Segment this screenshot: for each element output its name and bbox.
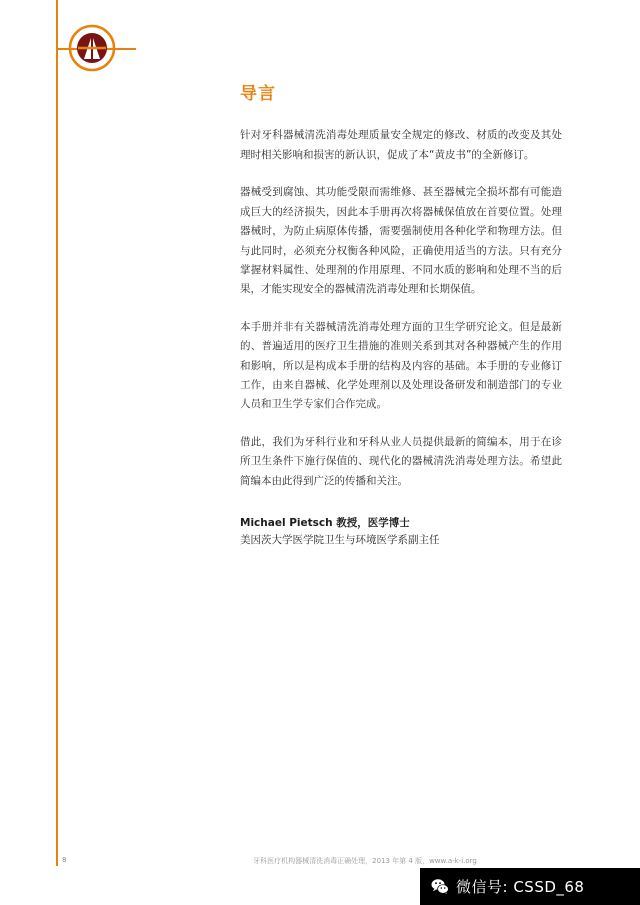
signature-block [240,515,562,550]
paragraph-1: 针对牙科器械清洗消毒处理质量安全规定的修改、材质的改变及其处理时相关影响和损害的新认识，促成了本“黄皮书”的全新修订。 [240,129,562,161]
page-title: 导言 [240,84,276,104]
document-content [240,84,562,550]
page-number: 8 [62,856,67,864]
wechat-label: 微信号: CSSD_68 [456,878,585,896]
left-accent-rule [56,0,58,866]
wechat-icon [430,877,450,897]
paragraph-4: 借此，我们为牙科行业和牙科从业人员提供最新的简编本，用于在诊所卫生条件下施行保值的、现代化的器械清洗消毒处理方法。希望此简编本由此得到广泛的传播和关注。 [240,435,562,487]
signature-name: Michael Pietsch 教授，医学博士 [240,517,410,530]
wechat-watermark [420,868,640,905]
signature-affiliation: 美因茨大学医学院卫生与环境医学系副主任 [240,534,440,547]
paragraph-3: 本手册并非有关器械清洗消毒处理方面的卫生学研究论文。但是最新的、普遍适用的医疗卫生措施的准则关系到其对各种器械产生的作用和影响，所以是构成本手册的结构及内容的基础。本手册的专业修订工作，由来自器械、化学处理剂以及处理设备研发和制造部门的专业人员和卫生学专家们合作完成。 [240,320,562,411]
footer-citation: 牙科医疗机构器械清洗消毒正确处理，2013 年第 4 版，www.a-k-i.org [253,857,477,865]
paragraph-2: 器械受到腐蚀、其功能受限而需维修、甚至器械完全损坏都有可能造成巨大的经济损失，因此本手册再次将器械保值放在首要位置。处理器械时，为防止病原体传播，需要强制使用各种化学和物理方法。但与此同时，必须充分权衡各种风险，正确使用适当的方法。只有充分掌握材料属性、处理剂的作用原理、不同水质的影响和处理不当的后果，才能实现安全的器械清洗消毒处理和长期保值。 [240,186,562,296]
aki-logo-icon [68,24,116,72]
